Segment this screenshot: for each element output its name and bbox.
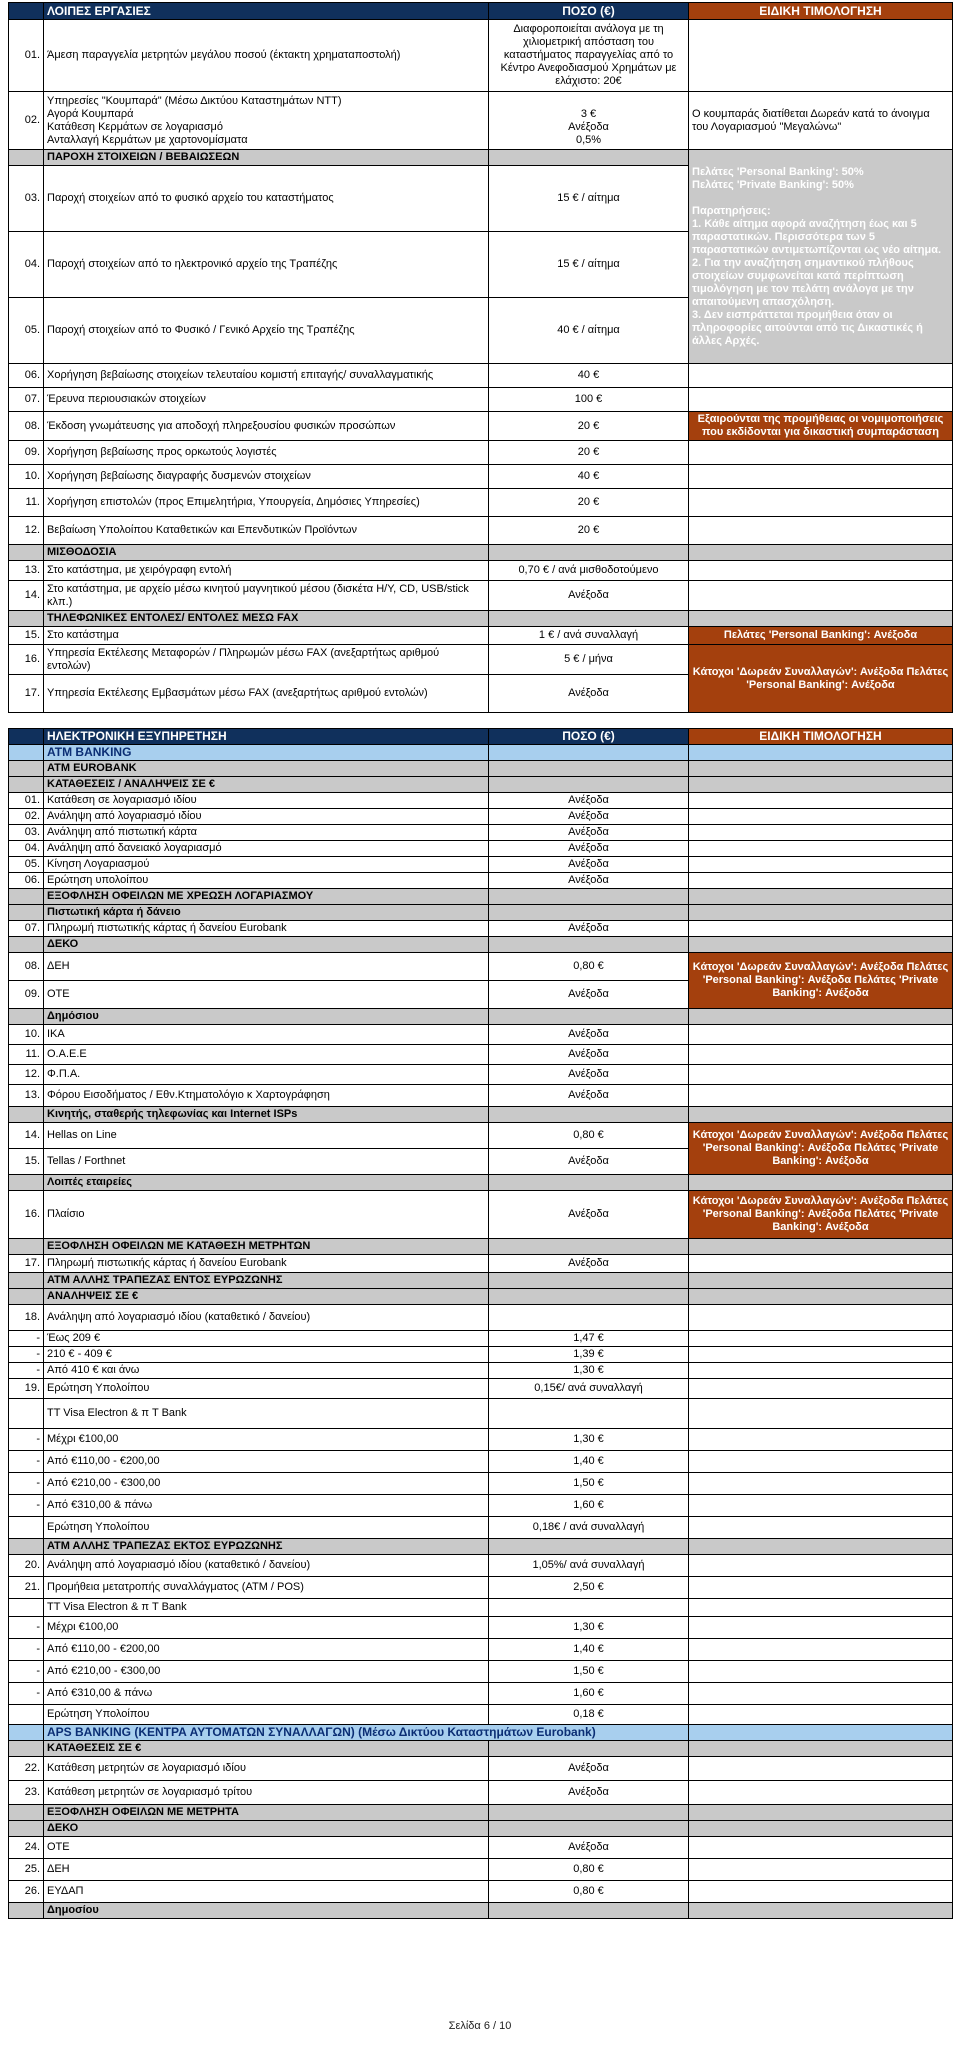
tier-description: Από €310,00 & πάνω bbox=[44, 1683, 489, 1705]
subheader: ΜΙΣΘΟΔΟΣΙΑ bbox=[44, 545, 489, 561]
row-price: 15 € / αίτημα bbox=[489, 166, 689, 232]
data-special-note: Πελάτες 'Personal Banking': 50% Πελάτες 'Private Banking': 50% Παρατηρήσεις: 1. Κάθε αίτημα αφορά αναζήτηση έως και 5 παραστατικών. Περισσότερα των 5 παραστατικών αντιμετωπίζονται ως νέο αίτημα. 2. Για την αναζήτηση σημαντικού πλήθους στοιχείων συμφωνείται κατά περίπτωση τιμολόγηση με τον πελάτη ανάλογα με την απαιτούμενη απασχόληση. 3. Δεν εισπράττεται προμήθεια όταν οι πληροφορίες αιτούνται από τις Δικαστικές ή άλλες Αρχές. bbox=[689, 150, 953, 364]
row-number: 18. bbox=[9, 1305, 44, 1331]
row-number: 01. bbox=[9, 20, 44, 92]
special-column-header: ΕΙΔΙΚΗ ΤΙΜΟΛΟΓΗΣΗ bbox=[689, 3, 953, 20]
row-number: 10. bbox=[9, 1025, 44, 1045]
card-label: TT Visa Electron & π T Bank bbox=[44, 1599, 489, 1617]
row-description: Έρευνα περιουσιακών στοιχείων bbox=[44, 388, 489, 412]
row-description: Έκδοση γνωμάτευσης για αποδοχή πληρεξουσίου φυσικών προσώπων bbox=[44, 412, 489, 441]
tier-description: Από €110,00 - €200,00 bbox=[44, 1639, 489, 1661]
row-price: 0,80 € bbox=[489, 1881, 689, 1903]
row-number: 20. bbox=[9, 1555, 44, 1577]
row-price: Ανέξοδα bbox=[489, 857, 689, 873]
row-number: 06. bbox=[9, 364, 44, 388]
row-description: Ανάληψη από λογαριασμό ιδίου bbox=[44, 809, 489, 825]
row-description: Υπηρεσία Εκτέλεσης Μεταφορών / Πληρωμών μέσω FAX (ανεξαρτήτως αριθμού εντολών) bbox=[44, 645, 489, 675]
fee-table: ΛΟΙΠΕΣ ΕΡΓΑΣΙΕΣ ΠΟΣΟ (€) ΕΙΔΙΚΗ ΤΙΜΟΛΟΓΗΣΗ 01. Άμεση παραγγελία μετρητών μεγάλου ποσού (έκτακτη χρηματαποστολή) Διαφοροποιείται ανάλογα με τη χιλιομετρική απόσταση του καταστήματος παραγγελίας από το Κέντρο Ανεφοδιασμού Χρημάτων με ελάχιστο: 20€ 02. Υπηρεσίες "Κουμπαρά" (Μέσω Δικτύου Καταστημάτων ΝΤΤ) Αγορά Κουμπαρά Κατάθεση Κερμάτων σε λογαριασμό Ανταλλαγή Κερμάτων με χαρτονομίσματα 3 € Ανέξοδα 0,5% Ο κουμπαράς διατίθεται Δωρεάν κατά το άνοιγμα του Λογαριασμού "Μεγαλώνω" ΠΑΡΟΧΗ ΣΤΟΙΧΕΙΩΝ / ΒΕΒΑΙΩΣΕΩΝ Πελάτες 'Personal Banking': 50% Πελάτες 'Private Banking': 50% Παρατηρήσεις: 1. Κάθε αίτημα αφορά αναζήτηση έως και 5 παραστατικών. Περισσότερα των 5 παραστατικών αντιμετωπίζονται ως νέο αίτημα. 2. Για την αναζήτηση σημαντικού πλήθους στοιχείων συμφωνείται κατά περίπτωση τιμολόγηση με τον πελάτη ανάλογα με την απαιτούμενη απασχόληση. 3. Δεν εισπράττεται προμήθεια όταν οι πληροφορίες αιτούνται από τις Δικαστικές ή άλλες Αρχές. 03. Παροχή στοιχείων από το φυσικό αρχείο του καταστήματος 15 € / αίτημα 04. Παροχή στοιχείων από το ηλεκτρονικό αρχείο της Τραπέζης 15 € / αίτημα 05. Παροχή στοιχείων από το Φυσικό / Γενικό Αρχείο της Τραπέζης 40 € / αίτημα 06. Χορήγηση βεβαίωσης στοιχείων τελευταίου κομιστή επιταγής/ συναλλαγματικής 40 € 07. Έρευνα περιουσιακών στοιχείων 100 € 08. Έκδοση γνωμάτευσης για αποδοχή πληρεξουσίου φυσικών προσώπων 20 € Εξαιρούνται της προμήθειας οι νομιμοποιήσεις που εκδίδονται για δικαστική συμπαράσταση 09. Χορήγηση βεβαίωσης προς ορκωτούς λογιστές 20 € 10. Χορήγηση βεβαίωσης διαγραφής δυσμενών στοιχείων 40 € 11. Χορήγηση επιστολών (προς Επιμελητήρια, Υπουργεία, Δημόσιες Υπηρεσίες) 20 € 12. Βεβαίωση Υπολοίπου Καταθετικών και Επενδυτικών Προϊόντων 20 € ΜΙΣΘΟΔΟΣΙΑ 13. Στο κατάστημα, με χειρόγραφη εντολή 0,70 € / ανά μισθοδοτούμενο 14. Στο κατάστημα, με αρχείο μέσω κινητού μαγνητικού μέσου (δισκέτα H/Y, CD, USB/stick κλπ.) Ανέξοδα ΤΗΛΕΦΩΝΙΚΕΣ ΕΝΤΟΛΕΣ/ ΕΝΤΟΛΕΣ ΜΕΣΩ FAX 15. Στο κατάστημα 1 € / ανά συναλλαγή Πελάτες 'Personal Banking': Ανέξοδα 16. Υπηρεσία Εκτέλεσης Μεταφορών / Πληρωμών μέσω FAX (ανεξαρτήτως αριθμού εντολών) 5 € / μήνα Κάτοχοι 'Δωρεάν Συναλλαγών': Ανέξοδα Πελάτες 'Personal Banking': Ανέξοδα 17. Υπηρεσία Εκτέλεσης Εμβασμάτων μέσω FAX (ανεξαρτήτως αριθμού εντολών) Ανέξοδα ΗΛΕΚΤΡΟΝΙΚΗ ΕΞΥΠΗΡΕΤΗΣΗ ΠΟΣΟ (€) ΕΙΔΙΚΗ ΤΙΜΟΛΟΓΗΣΗ ATM BANKING ATM EUROBANK ΚΑΤΑΘΕΣΕΙΣ / ΑΝΑΛΗΨΕΙΣ ΣΕ € 01. Κατάθεση σε λογαριασμό ιδίου Ανέξοδα 02. Ανάληψη από λογαριασμό ιδίου Ανέξοδα 03. Ανάληψη από πιστωτική κάρτα Ανέξοδα 04. Ανάληψη από δανειακό λογαριασμό Ανέξοδα 05. Κίνηση Λογαριασμού Ανέξοδα 06. Ερώτηση υπολοίπου Ανέξοδα ΕΞΟΦΛΗΣΗ ΟΦΕΙΛΩΝ ΜΕ ΧΡΕΩΣΗ ΛΟΓΑΡΙΑΣΜΟΥ Πιστωτική κάρτα ή δάνειο 07. Πληρωμή πιστωτικής κάρτας ή δανείου Eurobank Ανέξοδα ΔΕΚΟ 08. ΔΕΗ 0,80 € Κάτοχοι 'Δωρεάν Συναλλαγών': Ανέξοδα Πελάτες 'Personal Banking': Ανέξοδα Πελάτες 'Private Banking': Ανέξοδα 09. ΟΤΕ Ανέξοδα Δημόσιου 10. ΙΚΑ Ανέξοδα 11. Ο.Α.Ε.Ε Ανέξοδα 12. Φ.Π.Α. Ανέξοδα 13. Φόρου Εισοδήματος / Εθν.Κτηματολόγιο κ Χαρτογράφηση Ανέξοδα Κινητής, σταθερής τηλεφωνίας και Internet ISPs 14. Hellas on Line 0,80 € Κάτοχοι 'Δωρεάν Συναλλαγών': Ανέξοδα Πελάτες 'Personal Banking': Ανέξοδα Πελάτες 'Private Banking': Ανέξοδα 15. Tellas / Forthnet Ανέξοδα Λοιπές εταιρείες 16. Πλαίσιο Ανέξοδα Κάτοχοι 'Δωρεάν Συναλλαγών': Ανέξοδα Πελάτες 'Personal Banking': Ανέξοδα Πελάτες 'Private Banking': Ανέξοδα ΕΞΟΦΛΗΣΗ ΟΦΕΙΛΩΝ ΜΕ ΚΑΤΑΘΕΣΗ ΜΕΤΡΗΤΩΝ 17. Πληρωμή πιστωτικής κάρτας ή δανείου Eurobank Ανέξοδα ΑΤΜ ΑΛΛΗΣ ΤΡΑΠΕΖΑΣ ΕΝΤΟΣ ΕΥΡΩΖΩΝΗΣ ΑΝΑΛΗΨΕΙΣ ΣΕ € 18. Ανάληψη από λογαριασμό ιδίου (καταθετικό / δανείου) - Έως 209 € 1,47 € - 210 € - 409 € 1,39 € - Από 410 € και άνω 1,30 € 19. Ερώτηση Υπολοίπου 0,15€/ ανά συναλλαγή TT Visa Electron & π T Bank - Μέχρι €100,00 1,30 € - Από €110,00 - €200,00 1,40 € - Από €210,00 - €300,00 1,50 € - Από €310,00 & πάνω 1,60 € Ερώτηση Υπολοίπου 0,18€ / ανά συναλλαγή ΑΤΜ ΑΛΛΗΣ ΤΡΑΠΕΖΑΣ ΕΚΤΟΣ ΕΥΡΩΖΩΝΗΣ 20. Ανάληψη από λογαριασμό ιδίου (καταθετικό / δανείου) 1,05%/ ανά συναλλαγή 21. Προμήθεια μετατροπής συναλλάγματος (ATM / POS) 2,50 € TT Visa Electron & π T Bank - Μέχρι €100,00 1,30 € - Από €110,00 - €200,00 1,40 € - Από €210,00 - €300,00 1,50 € - Από €310,00 & πάνω 1,60 € Ερώτηση Υπολοίπου 0,18 € APS BANKING (ΚΕΝΤΡΑ ΑΥΤΟΜΑΤΩΝ ΣΥΝΑΛΛΑΓΩΝ) (Μέσω Δικτύου Καταστημάτων Eurobank) ΚΑΤΑΘΕΣΕΙΣ ΣΕ € 22. Κατάθεση μετρητών σε λογαριασμό ιδίου Ανέξοδα 23. Κατάθεση μετρητών σε λογαριασμό τρίτου Ανέξοδα ΕΞΟΦΛΗΣΗ ΟΦΕΙΛΩΝ ΜΕ ΜΕΤΡΗΤΑ ΔΕΚΟ 24. ΟΤΕ Ανέξοδα 25. ΔΕΗ 0,80 € 26. ΕΥΔΑΠ 0,80 € Δημοσίου bbox=[8, 2, 953, 1919]
row-description: Κίνηση Λογαριασμού bbox=[44, 857, 489, 873]
tier-description: Από €110,00 - €200,00 bbox=[44, 1451, 489, 1473]
row-number: 08. bbox=[9, 412, 44, 441]
row-number: 03. bbox=[9, 166, 44, 232]
row-description: Χορήγηση επιστολών (προς Επιμελητήρια, Υπουργεία, Δημόσιες Υπηρεσίες) bbox=[44, 489, 489, 517]
row-number: 14. bbox=[9, 581, 44, 611]
line: Αγορά Κουμπαρά bbox=[47, 107, 134, 120]
row-price: 40 € bbox=[489, 465, 689, 489]
row-description: ΙΚΑ bbox=[44, 1025, 489, 1045]
row-number: 04. bbox=[9, 232, 44, 298]
row-price: 20 € bbox=[489, 517, 689, 545]
row-price: Ανέξοδα bbox=[489, 873, 689, 889]
row-price: 20 € bbox=[489, 441, 689, 465]
subheader: ΔΕΚΟ bbox=[44, 1821, 489, 1837]
subheader: ATM EUROBANK bbox=[44, 761, 489, 777]
line: Υπηρεσίες "Κουμπαρά" (Μέσω Δικτύου Καταστημάτων ΝΤΤ) bbox=[47, 94, 342, 107]
fax-special-note: Κάτοχοι 'Δωρεάν Συναλλαγών': Ανέξοδα Πελάτες 'Personal Banking': Ανέξοδα bbox=[689, 645, 953, 713]
tier-price: 1,50 € bbox=[489, 1661, 689, 1683]
subheader: ΚΑΤΑΘΕΣΕΙΣ / ΑΝΑΛΗΨΕΙΣ ΣΕ € bbox=[44, 777, 489, 793]
row-number: 06. bbox=[9, 873, 44, 889]
row-description: Ερώτηση Υπολοίπου bbox=[44, 1379, 489, 1399]
price-column-header: ΠΟΣΟ (€) bbox=[489, 729, 689, 745]
row-price: 0,80 € bbox=[489, 953, 689, 981]
row-price: Ανέξοδα bbox=[489, 1191, 689, 1239]
row-number: 12. bbox=[9, 1065, 44, 1085]
subheader: Δημοσίου bbox=[44, 1903, 489, 1919]
row-description: Κατάθεση μετρητών σε λογαριασμό τρίτου bbox=[44, 1781, 489, 1805]
tier-description: Μέχρι €100,00 bbox=[44, 1617, 489, 1639]
row-price: 5 € / μήνα bbox=[489, 645, 689, 675]
row-description: Χορήγηση βεβαίωσης στοιχείων τελευταίου κομιστή επιταγής/ συναλλαγματικής bbox=[44, 364, 489, 388]
row-description: ΟΤΕ bbox=[44, 1837, 489, 1859]
row-description: Παροχή στοιχείων από το φυσικό αρχείο του καταστήματος bbox=[44, 166, 489, 232]
row-description: Ερώτηση υπολοίπου bbox=[44, 873, 489, 889]
row-price: Ανέξοδα bbox=[489, 809, 689, 825]
row-number: 10. bbox=[9, 465, 44, 489]
row-description: Φ.Π.Α. bbox=[44, 1065, 489, 1085]
row-description: Υπηρεσία Εκτέλεσης Εμβασμάτων μέσω FAX (ανεξαρτήτως αριθμού εντολών) bbox=[44, 675, 489, 713]
row-number: 01. bbox=[9, 793, 44, 809]
row-number: 15. bbox=[9, 627, 44, 645]
row-number: 07. bbox=[9, 388, 44, 412]
row-number: 05. bbox=[9, 857, 44, 873]
tier-price: 1,39 € bbox=[489, 1347, 689, 1363]
row-price: Διαφοροποιείται ανάλογα με τη χιλιομετρική απόσταση του καταστήματος παραγγελίας από το Κέντρο Ανεφοδιασμού Χρημάτων με ελάχιστο: 20€ bbox=[489, 20, 689, 92]
row-number: 09. bbox=[9, 981, 44, 1009]
row-number: 17. bbox=[9, 675, 44, 713]
aps-banking-label: APS BANKING (ΚΕΝΤΡΑ ΑΥΤΟΜΑΤΩΝ ΣΥΝΑΛΛΑΓΩΝ) (Μέσω Δικτύου Καταστημάτων Eurobank) bbox=[44, 1725, 689, 1741]
row-number: 12. bbox=[9, 517, 44, 545]
row-number: 22. bbox=[9, 1757, 44, 1781]
row-number: 11. bbox=[9, 489, 44, 517]
row-description: ΔΕΗ bbox=[44, 953, 489, 981]
row-number: 14. bbox=[9, 1123, 44, 1149]
row-price: Ανέξοδα bbox=[489, 841, 689, 857]
row-description: Φόρου Εισοδήματος / Εθν.Κτηματολόγιο κ Χαρτογράφηση bbox=[44, 1085, 489, 1107]
row-description: Πληρωμή πιστωτικής κάρτας ή δανείου Eurobank bbox=[44, 921, 489, 937]
row-price: Ανέξοδα bbox=[489, 1837, 689, 1859]
row-number: 02. bbox=[9, 809, 44, 825]
tier-description: Από €310,00 & πάνω bbox=[44, 1495, 489, 1517]
row-price: 0,70 € / ανά μισθοδοτούμενο bbox=[489, 561, 689, 581]
row-price: 40 € / αίτημα bbox=[489, 298, 689, 364]
row-description: Hellas on Line bbox=[44, 1123, 489, 1149]
other-special-note: Κάτοχοι 'Δωρεάν Συναλλαγών': Ανέξοδα Πελάτες 'Personal Banking': Ανέξοδα Πελάτες 'Private Banking': Ανέξοδα bbox=[689, 1191, 953, 1239]
row-number: 13. bbox=[9, 561, 44, 581]
row-price: Ανέξοδα bbox=[489, 1085, 689, 1107]
price-column-header: ΠΟΣΟ (€) bbox=[489, 3, 689, 20]
row-number: 21. bbox=[9, 1577, 44, 1599]
subheader: ΤΗΛΕΦΩΝΙΚΕΣ ΕΝΤΟΛΕΣ/ ΕΝΤΟΛΕΣ ΜΕΣΩ FAX bbox=[44, 611, 489, 627]
row-number: 23. bbox=[9, 1781, 44, 1805]
row-price: 0,18 € bbox=[489, 1705, 689, 1725]
tier-price: 1,30 € bbox=[489, 1363, 689, 1379]
row-description: ΟΤΕ bbox=[44, 981, 489, 1009]
row-description: Ερώτηση Υπολοίπου bbox=[44, 1705, 489, 1725]
row-price: 20 € bbox=[489, 412, 689, 441]
special-note: Πελάτες 'Personal Banking': Ανέξοδα bbox=[689, 627, 953, 645]
row-description: Στο κατάστημα, με αρχείο μέσω κινητού μαγνητικού μέσου (δισκέτα H/Y, CD, USB/stick κλπ.) bbox=[44, 581, 489, 611]
row-description: Ανάληψη από λογαριασμό ιδίου (καταθετικό / δανείου) bbox=[44, 1305, 489, 1331]
row-price: 0,80 € bbox=[489, 1123, 689, 1149]
row-number: 07. bbox=[9, 921, 44, 937]
subheader: ΑΤΜ ΑΛΛΗΣ ΤΡΑΠΕΖΑΣ ΕΚΤΟΣ ΕΥΡΩΖΩΝΗΣ bbox=[44, 1539, 489, 1555]
row-description: Ερώτηση Υπολοίπου bbox=[44, 1517, 489, 1539]
tier-description: 210 € - 409 € bbox=[44, 1347, 489, 1363]
tier-price: 1,40 € bbox=[489, 1639, 689, 1661]
row-price: 0,15€/ ανά συναλλαγή bbox=[489, 1379, 689, 1399]
row-description: Παροχή στοιχείων από το Φυσικό / Γενικό Αρχείο της Τραπέζης bbox=[44, 298, 489, 364]
row-description: Χορήγηση βεβαίωσης διαγραφής δυσμενών στοιχείων bbox=[44, 465, 489, 489]
row-number: 05. bbox=[9, 298, 44, 364]
row-description: Πληρωμή πιστωτικής κάρτας ή δανείου Eurobank bbox=[44, 1255, 489, 1273]
row-description bbox=[44, 92, 489, 150]
row-number: 09. bbox=[9, 441, 44, 465]
tier-description: Από 410 € και άνω bbox=[44, 1363, 489, 1379]
row-number: 11. bbox=[9, 1045, 44, 1065]
row-number: 13. bbox=[9, 1085, 44, 1107]
subheader: Κινητής, σταθερής τηλεφωνίας και Internet ISPs bbox=[44, 1107, 489, 1123]
tier-price: 1,47 € bbox=[489, 1331, 689, 1347]
row-description: Στο κατάστημα, με χειρόγραφη εντολή bbox=[44, 561, 489, 581]
row-price: 2,50 € bbox=[489, 1577, 689, 1599]
row-description: ΔΕΗ bbox=[44, 1859, 489, 1881]
row-price: Ανέξοδα bbox=[489, 1065, 689, 1085]
row-price: 0,18€ / ανά συναλλαγή bbox=[489, 1517, 689, 1539]
subheader: ΑΤΜ ΑΛΛΗΣ ΤΡΑΠΕΖΑΣ ΕΝΤΟΣ ΕΥΡΩΖΩΝΗΣ bbox=[44, 1273, 489, 1289]
tier-description: Μέχρι €100,00 bbox=[44, 1429, 489, 1451]
row-description: Στο κατάστημα bbox=[44, 627, 489, 645]
row-price: Ανέξοδα bbox=[489, 1757, 689, 1781]
row-price: Ανέξοδα bbox=[489, 1781, 689, 1805]
row-price: Ανέξοδα bbox=[489, 1255, 689, 1273]
row-description: Κατάθεση μετρητών σε λογαριασμό ιδίου bbox=[44, 1757, 489, 1781]
row-description: Κατάθεση σε λογαριασμό ιδίου bbox=[44, 793, 489, 809]
line: Ανταλλαγή Κερμάτων με χαρτονομίσματα bbox=[47, 133, 248, 146]
row-description: Ανάληψη από λογαριασμό ιδίου (καταθετικό / δανείου) bbox=[44, 1555, 489, 1577]
row-price: Ανέξοδα bbox=[489, 581, 689, 611]
row-description: Πλαίσιο bbox=[44, 1191, 489, 1239]
row-description: Ανάληψη από δανειακό λογαριασμό bbox=[44, 841, 489, 857]
tier-description: Από €210,00 - €300,00 bbox=[44, 1473, 489, 1495]
section-title: ΗΛΕΚΤΡΟΝΙΚΗ ΕΞΥΠΗΡΕΤΗΣΗ bbox=[44, 729, 489, 745]
row-price: 15 € / αίτημα bbox=[489, 232, 689, 298]
row-price: 0,80 € bbox=[489, 1859, 689, 1881]
tier-price: 1,60 € bbox=[489, 1495, 689, 1517]
row-price: 1 € / ανά συναλλαγή bbox=[489, 627, 689, 645]
row-price: 20 € bbox=[489, 489, 689, 517]
row-price: Ανέξοδα bbox=[489, 1149, 689, 1175]
row-description: Χορήγηση βεβαίωσης προς ορκωτούς λογιστές bbox=[44, 441, 489, 465]
row-description: Παροχή στοιχείων από το ηλεκτρονικό αρχείο της Τραπέζης bbox=[44, 232, 489, 298]
row-price: Ανέξοδα bbox=[489, 1025, 689, 1045]
row-number: 26. bbox=[9, 1881, 44, 1903]
row-number: 16. bbox=[9, 645, 44, 675]
card-label: TT Visa Electron & π T Bank bbox=[44, 1399, 489, 1429]
row-number: 16. bbox=[9, 1191, 44, 1239]
tier-price: 1,60 € bbox=[489, 1683, 689, 1705]
row-number: 04. bbox=[9, 841, 44, 857]
special-column-header: ΕΙΔΙΚΗ ΤΙΜΟΛΟΓΗΣΗ bbox=[689, 729, 953, 745]
row-number: 08. bbox=[9, 953, 44, 981]
deko-special-note: Κάτοχοι 'Δωρεάν Συναλλαγών': Ανέξοδα Πελάτες 'Personal Banking': Ανέξοδα Πελάτες 'Private Banking': Ανέξοδα bbox=[689, 953, 953, 1009]
row-description: ΕΥΔΑΠ bbox=[44, 1881, 489, 1903]
tier-price: 1,30 € bbox=[489, 1429, 689, 1451]
row-number: 03. bbox=[9, 825, 44, 841]
tier-description: Από €210,00 - €300,00 bbox=[44, 1661, 489, 1683]
subheader: Πιστωτική κάρτα ή δάνειο bbox=[44, 905, 489, 921]
row-number: 25. bbox=[9, 1859, 44, 1881]
row-price bbox=[489, 1305, 689, 1331]
row-description: Βεβαίωση Υπολοίπου Καταθετικών και Επενδυτικών Προϊόντων bbox=[44, 517, 489, 545]
subheader: ΔΕΚΟ bbox=[44, 937, 489, 953]
row-price: Ανέξοδα bbox=[489, 981, 689, 1009]
row-price: 100 € bbox=[489, 388, 689, 412]
row-price: 40 € bbox=[489, 364, 689, 388]
row-description: Tellas / Forthnet bbox=[44, 1149, 489, 1175]
row-number: 19. bbox=[9, 1379, 44, 1399]
row-price: Ανέξοδα bbox=[489, 675, 689, 713]
row-price: 3 € Ανέξοδα 0,5% bbox=[489, 92, 689, 150]
row-number: 24. bbox=[9, 1837, 44, 1859]
tier-price: 1,40 € bbox=[489, 1451, 689, 1473]
row-number: 15. bbox=[9, 1149, 44, 1175]
row-description: Άμεση παραγγελία μετρητών μεγάλου ποσού (έκτακτη χρηματαποστολή) bbox=[44, 20, 489, 92]
subheader: Λοιπές εταιρείες bbox=[44, 1175, 489, 1191]
subheader: ΠΑΡΟΧΗ ΣΤΟΙΧΕΙΩΝ / ΒΕΒΑΙΩΣΕΩΝ bbox=[44, 150, 489, 166]
row-price: Ανέξοδα bbox=[489, 825, 689, 841]
subheader: Δημόσιου bbox=[44, 1009, 489, 1025]
atm-banking-label: ATM BANKING bbox=[44, 745, 489, 761]
telecom-special-note: Κάτοχοι 'Δωρεάν Συναλλαγών': Ανέξοδα Πελάτες 'Personal Banking': Ανέξοδα Πελάτες 'Private Banking': Ανέξοδα bbox=[689, 1123, 953, 1175]
row-number: 17. bbox=[9, 1255, 44, 1273]
row-description: Ο.Α.Ε.Ε bbox=[44, 1045, 489, 1065]
row-number: 02. bbox=[9, 92, 44, 150]
subheader: ΕΞΟΦΛΗΣΗ ΟΦΕΙΛΩΝ ΜΕ ΚΑΤΑΘΕΣΗ ΜΕΤΡΗΤΩΝ bbox=[44, 1239, 489, 1255]
tier-description: Έως 209 € bbox=[44, 1331, 489, 1347]
tier-price: 1,30 € bbox=[489, 1617, 689, 1639]
subheader: ΑΝΑΛΗΨΕΙΣ ΣΕ € bbox=[44, 1289, 489, 1305]
fee-schedule-document bbox=[8, 2, 952, 1919]
page-number: Σελίδα 6 / 10 bbox=[448, 2020, 512, 2032]
row-price: 1,05%/ ανά συναλλαγή bbox=[489, 1555, 689, 1577]
row-description: Ανάληψη από πιστωτική κάρτα bbox=[44, 825, 489, 841]
row-description: Προμήθεια μετατροπής συναλλάγματος (ATM / POS) bbox=[44, 1577, 489, 1599]
subheader: ΕΞΟΦΛΗΣΗ ΟΦΕΙΛΩΝ ΜΕ ΜΕΤΡΗΤΑ bbox=[44, 1805, 489, 1821]
line: Κατάθεση Κερμάτων σε λογαριασμό bbox=[47, 120, 223, 133]
cert-special-note: Εξαιρούνται της προμήθειας οι νομιμοποιήσεις που εκδίδονται για δικαστική συμπαράσταση bbox=[689, 412, 953, 441]
tier-price: 1,50 € bbox=[489, 1473, 689, 1495]
section-title: ΛΟΙΠΕΣ ΕΡΓΑΣΙΕΣ bbox=[44, 3, 489, 20]
row-price: Ανέξοδα bbox=[489, 1045, 689, 1065]
row-price: Ανέξοδα bbox=[489, 793, 689, 809]
subheader: ΚΑΤΑΘΕΣΕΙΣ ΣΕ € bbox=[44, 1741, 489, 1757]
row-price: Ανέξοδα bbox=[489, 921, 689, 937]
special-note: Ο κουμπαράς διατίθεται Δωρεάν κατά το άνοιγμα του Λογαριασμού "Μεγαλώνω" bbox=[689, 92, 953, 150]
subheader: ΕΞΟΦΛΗΣΗ ΟΦΕΙΛΩΝ ΜΕ ΧΡΕΩΣΗ ΛΟΓΑΡΙΑΣΜΟΥ bbox=[44, 889, 489, 905]
